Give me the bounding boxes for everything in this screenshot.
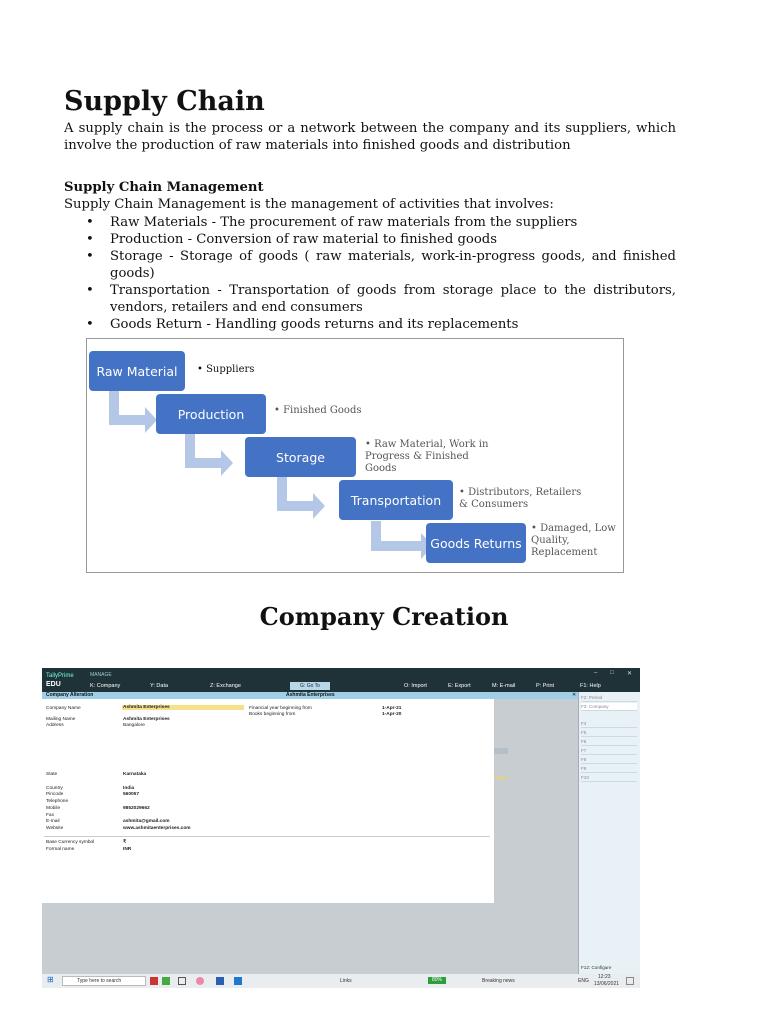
input-country[interactable]: India — [123, 786, 135, 791]
key-f4[interactable]: F4 — [581, 720, 637, 728]
button-panel — [578, 692, 640, 988]
section-heading: Supply Chain Management — [64, 180, 264, 195]
taskbar-links[interactable]: Links — [340, 978, 352, 984]
flow-step-storage: Storage — [245, 437, 356, 477]
manage-label: MANAGE — [90, 672, 112, 678]
flow-step-raw-material: Raw Material — [89, 351, 185, 391]
clock-date[interactable]: 13/06/2021 — [594, 981, 620, 987]
label-company-name: Company Name — [46, 706, 81, 711]
flow-note-storage: • Raw Material, Work in Progress & Finished Goods — [365, 439, 489, 474]
label-state: State — [46, 772, 58, 777]
intro-paragraph: A supply chain is the process or a network between the company and its suppliers, which involve the production of raw materials into finished goods and distribution — [64, 121, 676, 153]
label-fy-begin: Financial year beginning from — [249, 706, 312, 711]
key-f9[interactable]: F9 — [581, 765, 637, 773]
company-header: Ashmita Enterprises — [286, 692, 335, 698]
flow-step-goods-returns: Goods Returns — [426, 523, 526, 563]
company-alteration-form — [42, 699, 494, 903]
key-f8[interactable]: F8 — [581, 756, 637, 764]
menu-import[interactable]: O: Import — [404, 683, 427, 689]
flow-note-finished-goods: • Finished Goods — [274, 405, 362, 416]
input-state[interactable]: Karnataka — [123, 772, 147, 777]
menu-help[interactable]: F1: Help — [580, 683, 601, 689]
windows-start-icon[interactable]: ⊞ — [47, 975, 54, 984]
taskbar-search[interactable]: Type here to search — [62, 976, 146, 986]
bullet-item: • Storage - Storage of goods ( raw materials, work-in-progress goods, and finished goods) — [86, 248, 676, 282]
label-email: E-mail — [46, 819, 60, 824]
news-widget[interactable]: Breaking news — [482, 978, 515, 984]
flow-step-production: Production — [156, 394, 266, 434]
key-f5[interactable]: F5 — [581, 729, 637, 737]
label-mailing-name: Mailing Name — [46, 717, 76, 722]
input-company-name[interactable]: Ashmita Enterprises — [122, 705, 244, 710]
clock-time[interactable]: 12:23 — [598, 974, 611, 980]
bullet-item: • Transportation - Transportation of goods from storage place to the distributors, vendors, retailers and end consumers — [86, 282, 676, 316]
notification-icon[interactable] — [626, 977, 634, 985]
section-lead: Supply Chain Management is the management of activities that involves: — [64, 197, 554, 212]
menu-export[interactable]: E: Export — [448, 683, 471, 689]
label-telephone: Telephone — [46, 799, 69, 804]
bent-arrow-icon — [109, 391, 157, 433]
bent-arrow-icon — [371, 521, 433, 559]
task-view-icon[interactable] — [178, 977, 186, 985]
label-pincode: Pincode — [46, 792, 64, 797]
key-f10[interactable]: F10 — [581, 774, 637, 782]
bullet-list — [86, 214, 676, 333]
bent-arrow-icon — [277, 477, 325, 519]
screen-title: Company Alteration — [46, 692, 94, 698]
app-icon[interactable] — [234, 977, 242, 985]
label-books-begin: Books beginning from — [249, 712, 296, 717]
bullet-item: • Goods Return - Handling goods returns and its replacements — [86, 316, 676, 333]
tally-edition: EDU — [46, 681, 61, 688]
screen-titlebar — [42, 692, 578, 699]
form-divider — [44, 836, 490, 837]
key-f6[interactable]: F6 — [581, 738, 637, 746]
maximize-icon[interactable]: □ — [610, 670, 614, 676]
key-f2-period[interactable]: F2: Period — [581, 694, 637, 702]
app-icon[interactable] — [150, 977, 158, 985]
bent-arrow-icon — [185, 434, 233, 476]
menu-data[interactable]: Y: Data — [150, 683, 169, 689]
tally-topbar — [42, 668, 640, 692]
input-website[interactable]: www.ashmitaenterprises.com — [123, 826, 191, 831]
flow-note-distributors: • Distributors, Retailers & Consumers — [459, 487, 582, 510]
key-f7[interactable]: F7 — [581, 747, 637, 755]
menu-exchange[interactable]: Z: Exchange — [210, 683, 241, 689]
word-icon[interactable] — [216, 977, 224, 985]
flow-note-suppliers: • Suppliers — [197, 364, 255, 375]
menu-print[interactable]: P: Print — [536, 683, 555, 689]
key-f12-configure[interactable]: F12: Configure — [581, 965, 612, 970]
label-currency-symbol: Base Currency symbol — [46, 840, 95, 845]
menu-email[interactable]: M: E-mail — [492, 683, 516, 689]
label-address: Address — [46, 723, 64, 728]
minimize-icon[interactable]: – — [594, 670, 598, 676]
document-title: Supply Chain — [64, 86, 265, 117]
chrome-icon[interactable] — [196, 977, 204, 985]
tally-screenshot — [42, 668, 640, 988]
value-fy-begin[interactable]: 1-Apr-21 — [382, 706, 402, 711]
windows-taskbar — [42, 974, 640, 988]
label-formal-name: Formal name — [46, 847, 75, 852]
background-shade — [494, 776, 508, 780]
input-address[interactable]: Bangalore — [123, 723, 145, 728]
flow-step-transportation: Transportation — [339, 480, 453, 520]
close-icon[interactable]: ✕ — [627, 671, 633, 677]
bullet-item: • Production - Conversion of raw material to finished goods — [86, 231, 676, 248]
label-fax: Fax — [46, 813, 54, 818]
flow-note-returns: • Damaged, Low Quality, Replacement — [531, 523, 616, 558]
heading-company-creation: Company Creation — [259, 602, 509, 631]
tally-logo: TallyPrime — [46, 673, 74, 679]
key-f3-company[interactable]: F3: Company — [581, 703, 637, 711]
supply-chain-diagram — [86, 338, 624, 573]
label-country: Country — [46, 786, 63, 791]
input-formal-name[interactable]: INR — [123, 847, 132, 852]
goto-button[interactable]: G: Go To — [290, 682, 330, 690]
input-mobile[interactable]: 9852029662 — [123, 806, 150, 811]
battery-indicator: 80% — [428, 977, 446, 984]
app-icon[interactable] — [162, 977, 170, 985]
input-mailing-name[interactable]: Ashmita Enterprises — [123, 717, 170, 722]
label-mobile: Mobile — [46, 806, 61, 811]
language-indicator[interactable]: ENG — [578, 978, 589, 984]
bullet-item: • Raw Materials - The procurement of raw materials from the suppliers — [86, 214, 676, 231]
value-books-begin[interactable]: 1-Apr-20 — [382, 712, 402, 717]
input-email[interactable]: ashmita@gmail.com — [123, 819, 170, 824]
screen-close-icon[interactable]: ✕ — [572, 692, 577, 698]
input-currency-symbol[interactable]: ₹ — [123, 840, 127, 845]
background-shade — [494, 748, 508, 754]
label-website: Website — [46, 826, 64, 831]
input-pincode[interactable]: 560057 — [123, 792, 140, 797]
menu-company[interactable]: K: Company — [90, 683, 121, 689]
